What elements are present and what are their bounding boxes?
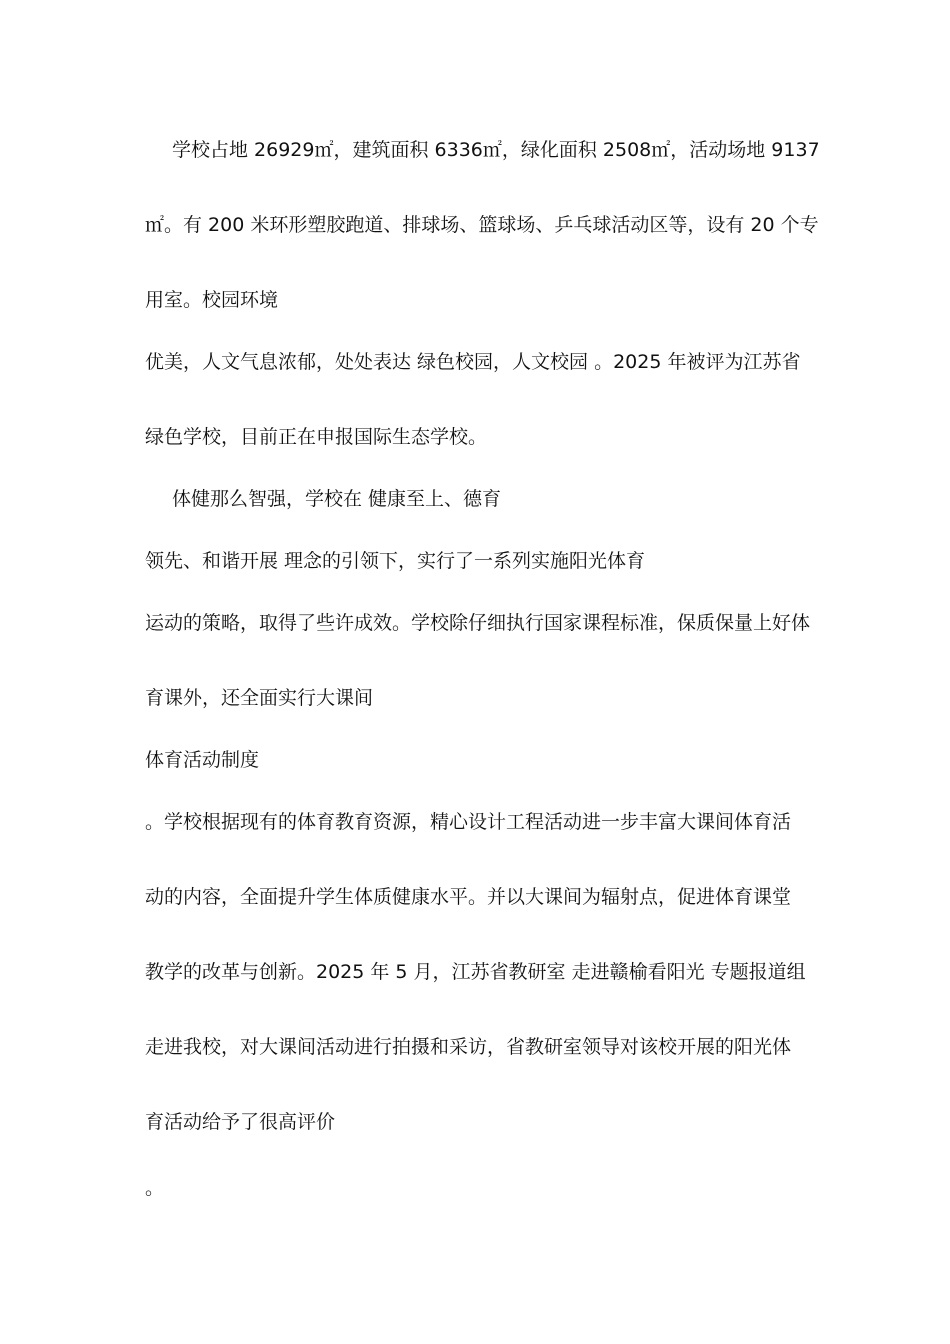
paragraph-3-line-4: 育课外，还全面实行大课间 [145, 687, 374, 709]
paragraph-3-line-2: 领先、和谐开展 理念的引领下，实行了一系列实施阳光体育 [145, 550, 646, 572]
paragraph-1-line-3: 用室。校园环境 [145, 289, 279, 311]
paragraph-5-line-3: 教学的改革与创新。2025 年 5 月，江苏省教研室 走进赣榆看阳光 专题报道组 [145, 961, 806, 983]
paragraph-5-line-5: 育活动给予了很高评价 [145, 1111, 336, 1133]
paragraph-5-line-2: 动的内容，全面提升学生体质健康水平。并以大课间为辐射点，促进体育课堂 [145, 886, 792, 908]
paragraph-4-line-1: 体育活动制度 [145, 749, 260, 771]
paragraph-3-line-1: 体健那么智强，学校在 健康至上、德育 [172, 488, 502, 510]
paragraph-2-line-1: 优美，人文气息浓郁，处处表达 绿色校园，人文校园 。2025 年被评为江苏省 [145, 351, 801, 373]
paragraph-1-line-2: ㎡。有 200 米环形塑胶跑道、排球场、篮球场、乒乓球活动区等，设有 20 个专 [145, 214, 819, 236]
paragraph-1-line-1: 学校占地 26929㎡，建筑面积 6336㎡，绿化面积 2508㎡，活动场地 9137 [172, 139, 820, 161]
paragraph-5-line-4: 走进我校，对大课间活动进行拍摄和采访，省教研室领导对该校开展的阳光体 [145, 1036, 792, 1058]
paragraph-6-line-1: 。 [145, 1177, 165, 1199]
paragraph-5-line-1: 。学校根据现有的体育教育资源，精心设计工程活动进一步丰富大课间体育活 [145, 811, 792, 833]
paragraph-2-line-2: 绿色学校，目前正在申报国际生态学校。 [145, 426, 488, 448]
paragraph-3-line-3: 运动的策略，取得了些许成效。学校除仔细执行国家课程标准，保质保量上好体 [145, 612, 811, 634]
